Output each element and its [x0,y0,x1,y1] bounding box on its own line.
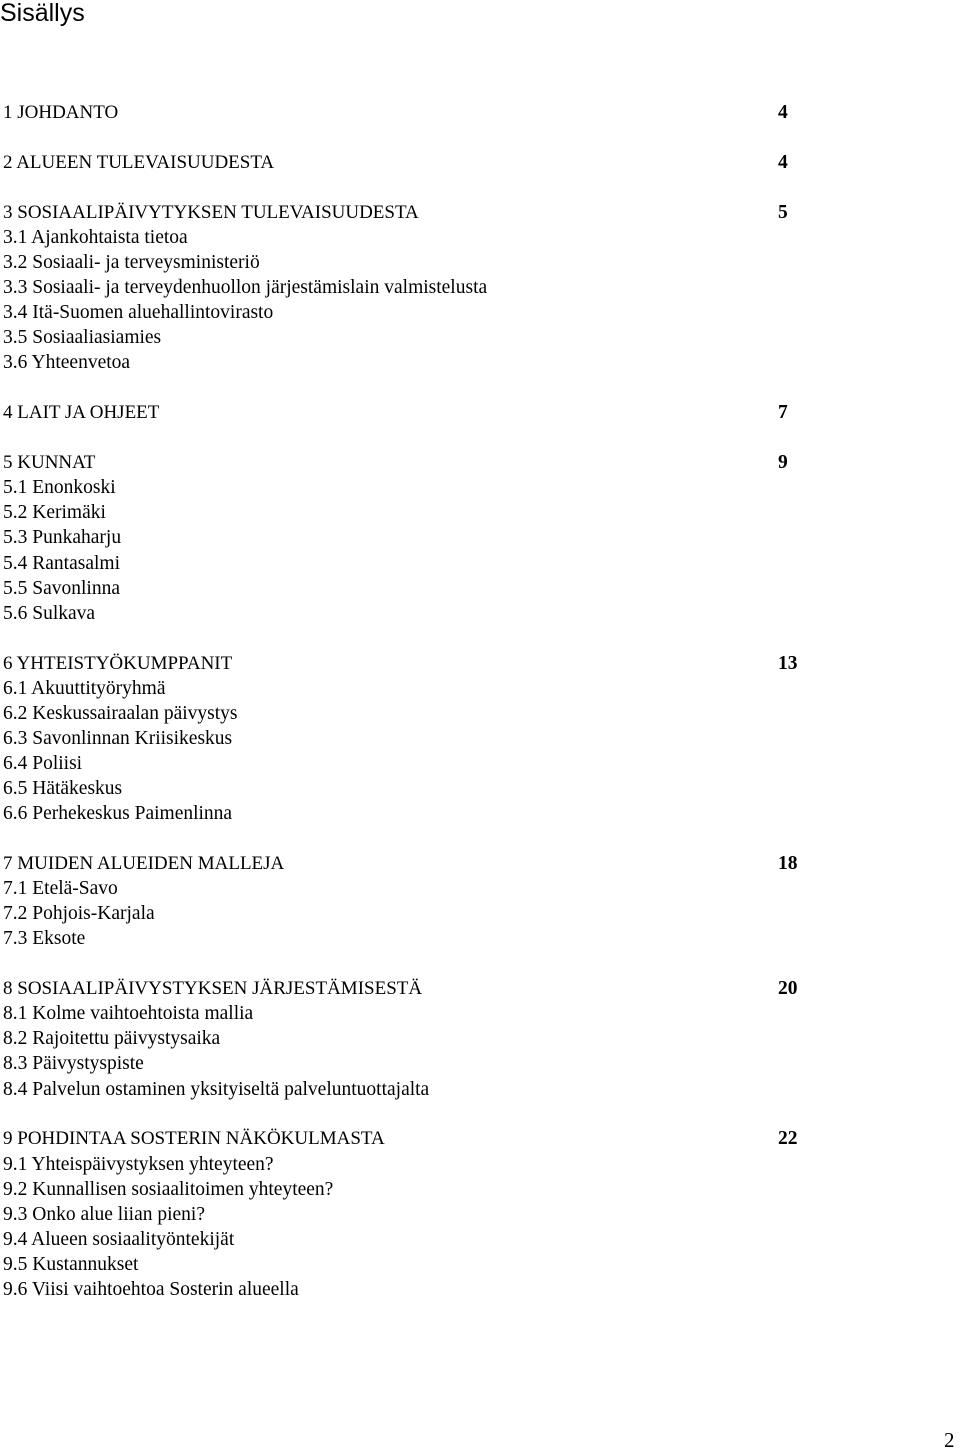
toc-page-number: 4 [778,102,788,123]
toc-section: 6.3 Savonlinnan Kriisikeskus [3,727,233,749]
toc-section: 9.4 Alueen sosiaalityöntekijät [3,1228,235,1250]
page-title: Sisällys [0,0,85,27]
toc-page-number: 22 [778,1128,798,1150]
toc-section: 6.4 Poliisi [3,752,83,774]
toc-section: 9.5 Kustannukset [3,1253,139,1275]
toc-chapter [0,400,820,425]
toc-section: 8.1 Kolme vaihtoehtoista mallia [3,1003,254,1025]
toc-section: 7.1 Etelä-Savo [3,878,118,900]
toc-section: 3.4 Itä-Suomen aluehallintovirasto [3,302,274,324]
toc-chapter [0,851,820,951]
toc-section: 3.5 Sosiaaliasiamies [3,327,162,349]
toc-section: 9.1 Yhteispäivystyksen yhteyteen? [3,1153,274,1175]
toc-chapter-row [0,100,820,125]
toc-page-number: 13 [778,652,798,674]
toc-chapter [0,651,820,827]
toc-section: 3.3 Sosiaali- ja terveydenhuollon järjestämislain valmistelusta [3,277,488,299]
toc-section: 6.6 Perhekeskus Paimenlinna [3,803,233,825]
toc-section: 8.3 Päivystyspiste [3,1053,144,1075]
toc-chapter [0,1126,820,1302]
toc-chapter [0,100,820,125]
toc-chapter-title: 9 POHDINTAA SOSTERIN NÄKÖKULMASTA [3,1128,385,1150]
toc-section: 8.4 Palvelun ostaminen yksityiseltä palveluntuottajalta [3,1078,430,1100]
toc-chapter-row [0,851,820,876]
toc-chapter [0,976,820,1101]
toc-section: 3.1 Ajankohtaista tietoa [3,226,188,248]
table-of-contents [0,100,820,1327]
toc-section: 7.2 Pohjois-Karjala [3,903,155,925]
toc-page-number: 9 [778,452,788,474]
toc-section: 5.1 Enonkoski [3,477,116,499]
toc-section: 9.3 Onko alue liian pieni? [3,1203,205,1225]
toc-section: 8.2 Rajoitettu päivystysaika [3,1028,221,1050]
toc-chapter [0,150,820,175]
toc-section: 6.1 Akuuttityöryhmä [3,677,166,699]
toc-chapter-row [0,450,820,475]
toc-chapter-title: 3 SOSIAALIPÄIVYTYKSEN TULEVAISUUDESTA [3,201,419,223]
toc-section: 7.3 Eksote [3,928,86,950]
toc-chapter-title: 5 KUNNAT [3,452,96,474]
page-number: 2 [944,1428,955,1452]
toc-chapter-row [0,150,820,175]
toc-chapter-title: 8 SOSIAALIPÄIVYSTYKSEN JÄRJESTÄMISESTÄ [3,978,423,1000]
toc-page-number: 18 [778,853,798,875]
toc-chapter [0,450,820,626]
toc-chapter-row [0,976,820,1001]
toc-section: 5.2 Kerimäki [3,502,106,524]
toc-section: 9.2 Kunnallisen sosiaalitoimen yhteyteen? [3,1178,334,1200]
toc-section: 3.2 Sosiaali- ja terveysministeriö [3,251,260,273]
toc-section: 6.5 Hätäkeskus [3,778,123,800]
toc-page-number: 20 [778,978,798,1000]
toc-chapter-row [0,651,820,676]
toc-section: 3.6 Yhteenvetoa [3,352,131,374]
toc-section: 5.3 Punkaharju [3,527,122,549]
toc-section: 5.5 Savonlinna [3,577,120,599]
toc-chapter-title: 7 MUIDEN ALUEIDEN MALLEJA [3,853,285,875]
toc-chapter-row [0,200,820,225]
toc-chapter-title: 1 JOHDANTO [3,102,119,123]
toc-page-number: 5 [778,201,788,223]
toc-chapter [0,200,820,376]
toc-section: 9.6 Viisi vaihtoehtoa Sosterin alueella [3,1279,299,1301]
toc-page-number: 7 [778,402,788,424]
toc-chapter-title: 2 ALUEEN TULEVAISUUDESTA [3,151,275,173]
toc-section: 5.6 Sulkava [3,602,96,624]
toc-section: 6.2 Keskussairaalan päivystys [3,702,238,724]
toc-chapter-row [0,1126,820,1151]
toc-page-number: 4 [778,151,788,173]
toc-chapter-title: 6 YHTEISTYÖKUMPPANIT [3,652,233,674]
toc-chapter-title: 4 LAIT JA OHJEET [3,402,160,424]
toc-chapter-row [0,400,820,425]
toc-section: 5.4 Rantasalmi [3,552,120,574]
